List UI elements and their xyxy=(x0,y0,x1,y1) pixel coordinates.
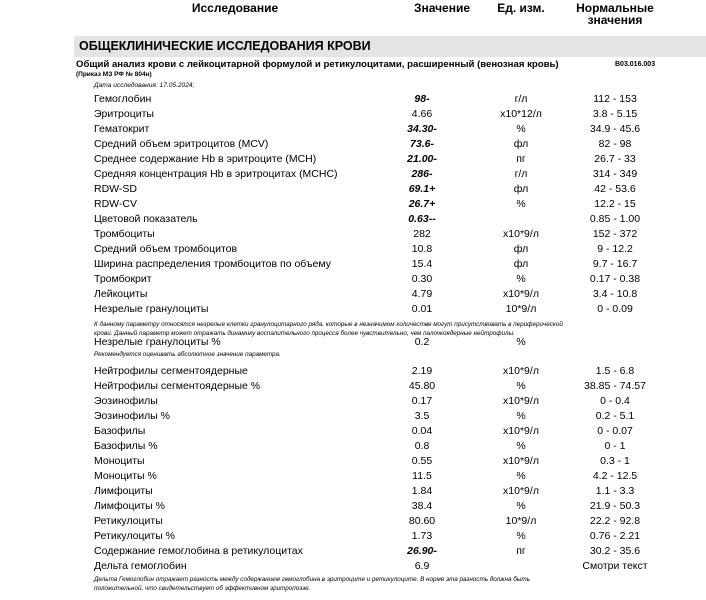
row-unit: x10*9/л xyxy=(503,395,539,407)
row-unit: x10*9/л xyxy=(503,288,539,300)
row-value: 73.6- xyxy=(410,138,434,150)
row-name: Тромбоциты xyxy=(94,228,155,240)
row-name: Дельта гемоглобин xyxy=(94,560,187,572)
row-unit: % xyxy=(516,500,526,512)
result-row xyxy=(0,470,706,484)
row-name: Эозинофилы xyxy=(94,395,158,407)
row-ref: 3.4 - 10.8 xyxy=(592,288,638,300)
result-row xyxy=(0,395,706,409)
row-unit: % xyxy=(516,123,526,135)
result-row xyxy=(0,243,706,257)
row-unit: x10*9/л xyxy=(503,455,539,467)
row-ref: 112 - 153 xyxy=(593,93,637,105)
row-value: 10.8 xyxy=(411,243,433,255)
row-ref: 0.2 - 5.1 xyxy=(595,410,635,422)
row-unit: % xyxy=(516,273,526,285)
result-row xyxy=(0,183,706,197)
row-ref: 0.3 - 1 xyxy=(600,455,630,467)
result-row xyxy=(0,288,706,302)
row-name: Средняя концентрация Hb в эритроцитах (MCHC) xyxy=(94,168,338,180)
row-value: 282 xyxy=(413,228,431,240)
row-unit: x10*9/л xyxy=(503,425,539,437)
row-value: 0.55 xyxy=(411,455,433,467)
result-row xyxy=(0,380,706,394)
row-name: Моноциты xyxy=(94,455,145,467)
result-row xyxy=(0,123,706,137)
row-value: 80.60 xyxy=(408,515,436,527)
result-row xyxy=(0,168,706,182)
row-unit: г/л xyxy=(514,168,528,180)
row-unit: x10*9/л xyxy=(503,485,539,497)
row-unit: x10*9/л xyxy=(503,228,539,240)
result-row xyxy=(0,515,706,529)
row-unit: % xyxy=(516,380,526,392)
result-row xyxy=(0,410,706,424)
row-value: 45.80 xyxy=(408,380,436,392)
row-unit: % xyxy=(516,198,526,210)
row-unit: x10*9/л xyxy=(503,365,539,377)
row-ref: 22.2 - 92.8 xyxy=(589,515,641,527)
row-unit: % xyxy=(516,410,526,422)
row-ref: 1.1 - 3.3 xyxy=(595,485,635,497)
result-row xyxy=(0,228,706,242)
column-header-normal-line2: значения xyxy=(587,13,643,27)
row-value: 286- xyxy=(411,168,433,180)
row-value: 0.2 xyxy=(414,336,430,348)
row-ref: 82 - 98 xyxy=(598,138,632,150)
row-value: 38.4 xyxy=(411,500,433,512)
result-row xyxy=(0,153,706,167)
row-name: Лимфоциты xyxy=(94,485,153,497)
row-name: Ретикулоциты % xyxy=(94,530,176,542)
section-title: ОБЩЕКЛИНИЧЕСКИЕ ИССЛЕДОВАНИЯ КРОВИ xyxy=(79,39,371,53)
row-value: 26.90- xyxy=(407,545,437,557)
result-row xyxy=(0,425,706,439)
row-unit: фл xyxy=(513,138,529,150)
row-value: 0.04 xyxy=(411,425,433,437)
row-ref: 1.5 - 6.8 xyxy=(595,365,635,377)
result-row xyxy=(0,485,706,499)
result-row xyxy=(0,258,706,272)
note-line: К данному параметру относятся незрелые клетки гранулоцитарного ряда, которые в незначимом количестве могут присутствовать в периферической xyxy=(94,321,563,328)
result-row xyxy=(0,273,706,287)
row-name: RDW-CV xyxy=(94,198,137,210)
row-ref: 0.17 - 0.38 xyxy=(589,273,641,285)
row-unit: % xyxy=(516,336,526,348)
row-unit: % xyxy=(516,440,526,452)
result-row xyxy=(0,560,706,574)
row-value: 0.8 xyxy=(414,440,430,452)
row-name: Моноциты % xyxy=(94,470,157,482)
row-name: Лейкоциты xyxy=(94,288,148,300)
row-ref: 152 - 372 xyxy=(592,228,638,240)
row-name: RDW-SD xyxy=(94,183,137,195)
row-name: Гемоглобин xyxy=(94,93,152,105)
column-header-unit: Ед. изм. xyxy=(497,1,545,15)
row-name: Тромбокрит xyxy=(94,273,152,285)
result-row xyxy=(0,138,706,152)
row-name: Лимфоциты % xyxy=(94,500,165,512)
row-name: Базофилы xyxy=(94,425,146,437)
row-value: 1.73 xyxy=(411,530,433,542)
row-ref: 38.85 - 74.57 xyxy=(584,380,646,392)
row-ref: 3.8 - 5.15 xyxy=(592,108,638,120)
row-name: Нейтрофилы сегментоядерные % xyxy=(94,380,261,392)
row-value: 11.5 xyxy=(412,470,432,482)
row-name: Незрелые гранулоциты xyxy=(94,303,209,315)
row-value: 34.30- xyxy=(407,123,437,135)
test-title: Общий анализ крови с лейкоцитарной формулой и ретикулоцитами, расширенный (венозная кровь) xyxy=(76,59,559,70)
result-row xyxy=(0,530,706,544)
delta-hemoglobin-note xyxy=(94,575,530,593)
row-name: Гематокрит xyxy=(94,123,150,135)
row-name: Ширина распределения тромбоцитов по объему xyxy=(94,258,331,270)
column-header-value: Значение xyxy=(413,1,471,15)
note-line: Дельта Гемоглобин отражает разность между содержанием гемоглобина в эритроците и ретикулоците. В норме эта разность должна быть xyxy=(94,576,530,583)
row-value: 21.00- xyxy=(407,153,437,165)
row-value: 26.7+ xyxy=(408,198,436,210)
row-value: 4.79 xyxy=(411,288,433,300)
note-line: крови. Данный параметр может отражать динамику воспалительного процесса более чувствительно, чем палочкоядерные нейтрофилы. xyxy=(94,330,515,337)
row-ref: 0 - 0.4 xyxy=(600,395,630,407)
row-name: Средний объем тромбоцитов xyxy=(94,243,238,255)
row-unit: x10*12/л xyxy=(500,108,542,120)
row-unit: 10*9/л xyxy=(505,303,537,315)
study-date: Дата исследования: 17.05.2024; xyxy=(94,82,195,89)
row-ref: 0.76 - 2.21 xyxy=(589,530,641,542)
row-ref: 12.2 - 15 xyxy=(594,198,636,210)
result-row xyxy=(0,198,706,212)
row-value: 4.66 xyxy=(411,108,433,120)
row-unit: пг xyxy=(516,153,526,165)
row-ref: Смотри текст xyxy=(582,560,648,572)
column-header-study: Исследование xyxy=(191,1,279,15)
result-row xyxy=(0,500,706,514)
row-name: Содержание гемоглобина в ретикулоцитах xyxy=(94,545,303,557)
row-ref: 0 - 0.07 xyxy=(597,425,633,437)
order-reference: (Приказ МЗ РФ № 804н) xyxy=(76,71,152,78)
row-ref: 0.85 - 1.00 xyxy=(589,213,641,225)
row-name: Незрелые гранулоциты % xyxy=(94,336,221,348)
row-ref: 0 - 0.09 xyxy=(597,303,633,315)
row-unit: фл xyxy=(513,243,529,255)
result-row xyxy=(0,440,706,454)
row-ref: 30.2 - 35.6 xyxy=(589,545,641,557)
result-row xyxy=(0,336,706,350)
row-value: 0.63-- xyxy=(408,213,436,225)
result-row xyxy=(0,545,706,559)
row-name: Базофилы % xyxy=(94,440,158,452)
row-unit: пг xyxy=(516,545,526,557)
row-name: Ретикулоциты xyxy=(94,515,163,527)
result-row xyxy=(0,455,706,469)
row-value: 1.84 xyxy=(411,485,433,497)
row-ref: 26.7 - 33 xyxy=(594,153,636,165)
row-ref: 34.9 - 45.6 xyxy=(589,123,641,135)
row-ref: 9.7 - 16.7 xyxy=(592,258,638,270)
row-ref: 21.9 - 50.3 xyxy=(589,500,641,512)
row-ref: 42 - 53.6 xyxy=(594,183,636,195)
result-row xyxy=(0,365,706,379)
row-value: 0.01 xyxy=(411,303,433,315)
result-row xyxy=(0,213,706,227)
row-unit: % xyxy=(516,530,526,542)
result-row xyxy=(0,93,706,107)
row-value: 69.1+ xyxy=(408,183,436,195)
row-ref: 314 - 349 xyxy=(592,168,638,180)
row-name: Среднее содержание Hb в эритроците (MCH) xyxy=(94,153,317,165)
row-value: 0.30 xyxy=(411,273,433,285)
row-name: Средний объем эритроцитов (MCV) xyxy=(94,138,269,150)
column-header-normal xyxy=(565,2,665,26)
row-unit: фл xyxy=(513,183,529,195)
row-value: 0.17 xyxy=(411,395,433,407)
row-name: Эозинофилы % xyxy=(94,410,171,422)
row-unit: г/л xyxy=(514,93,528,105)
row-ref: 0 - 1 xyxy=(604,440,626,452)
row-value: 3.5 xyxy=(414,410,430,422)
row-name: Нейтрофилы сегментоядерные xyxy=(94,365,248,377)
row-ref: 4.2 - 12.5 xyxy=(592,470,638,482)
row-name: Эритроциты xyxy=(94,108,154,120)
row-ref: 9 - 12.2 xyxy=(597,243,633,255)
row-value: 15.4 xyxy=(411,258,433,270)
result-row xyxy=(0,303,706,317)
column-header-normal-line1: Нормальные xyxy=(576,1,654,15)
row-unit: фл xyxy=(513,258,529,270)
immature-granulocytes-pct-note: Рекомендуется оценивать абсолютное значение параметра. xyxy=(94,351,281,358)
row-name: Цветовой показатель xyxy=(94,213,198,225)
row-value: 6.9 xyxy=(414,560,430,572)
row-value: 98- xyxy=(414,93,430,105)
test-code: B03.016.003 xyxy=(615,61,656,68)
result-row xyxy=(0,108,706,122)
row-unit: % xyxy=(516,470,526,482)
note-line: положительной, что свидетельствует об эффективном эритропоэзе. xyxy=(94,585,311,592)
row-unit: 10*9/л xyxy=(505,515,537,527)
row-value: 2.19 xyxy=(411,365,433,377)
